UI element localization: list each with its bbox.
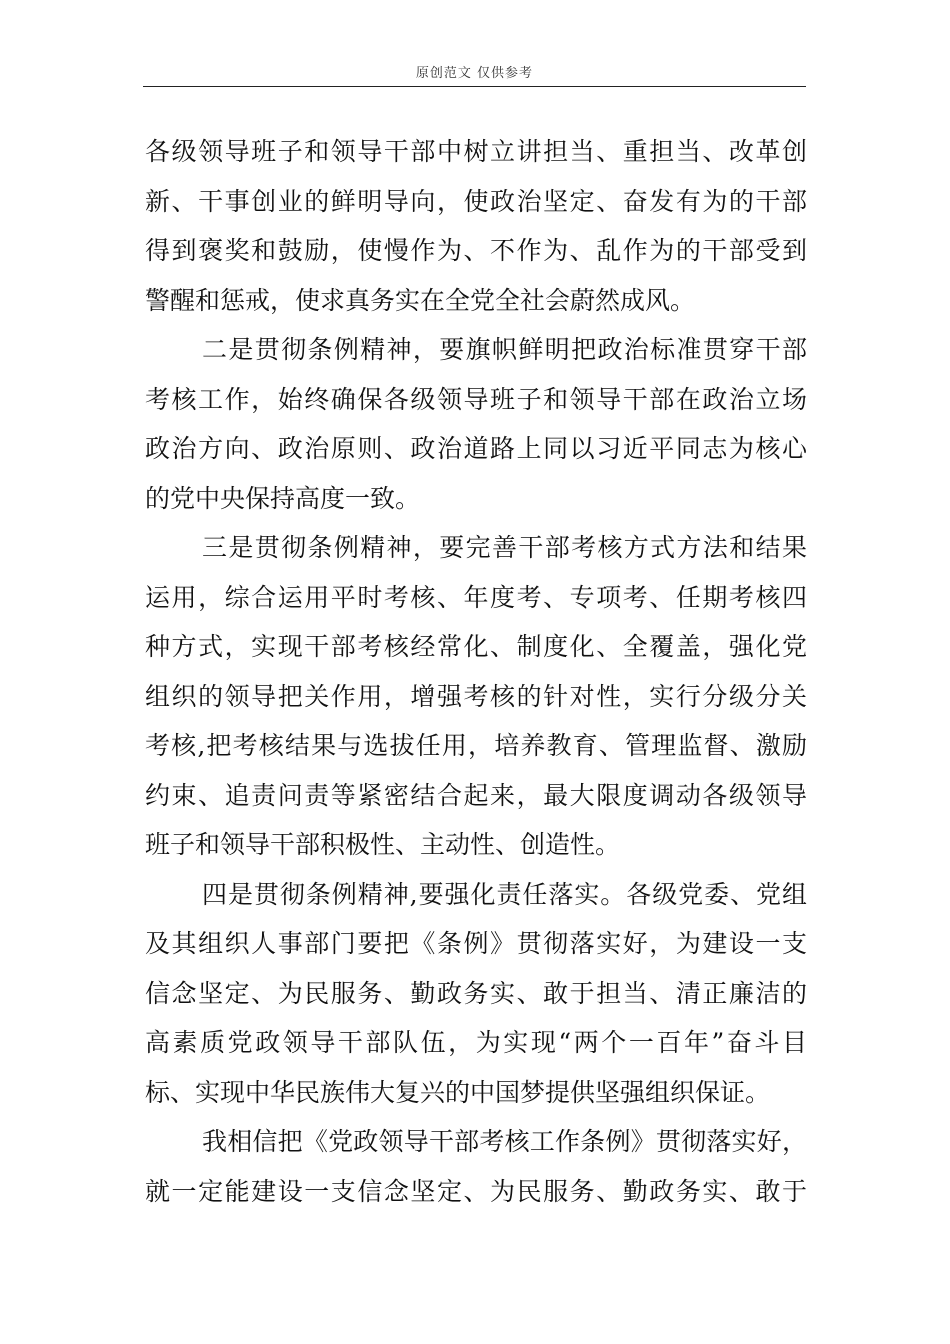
text-line: 警醒和惩戒，使求真务实在全党全社会蔚然成风。 bbox=[145, 285, 696, 315]
text-line: 组织的领导把关作用，增强考核的针对性，实行分级分关 bbox=[145, 681, 807, 711]
text-line: 种方式，实现干部考核经常化、制度化、全覆盖，强化党 bbox=[145, 632, 807, 661]
text-line: 班子和领导干部积极性、主动性、创造性。 bbox=[145, 830, 621, 859]
text-line: 考核,把考核结果与选拔任用，培养教育、管理监督、激励 bbox=[145, 731, 807, 760]
text-line: 新、干事创业的鲜明导向，使政治坚定、奋发有为的干部 bbox=[145, 186, 807, 216]
document-body bbox=[145, 127, 807, 1216]
paragraph-start-line: 二是贯彻条例精神，要旗帜鲜明把政治标准贯穿干部 bbox=[202, 335, 807, 364]
text-line: 标、实现中华民族伟大复兴的中国梦提供坚强组织保证。 bbox=[145, 1077, 771, 1107]
text-line: 得到褒奖和鼓励，使慢作为、不作为、乱作为的干部受到 bbox=[145, 236, 807, 265]
text-line: 就一定能建设一支信念坚定、为民服务、勤政务实、敢于 bbox=[145, 1176, 807, 1206]
text-line: 考核工作，始终确保各级领导班子和领导干部在政治立场 bbox=[145, 384, 807, 414]
paragraph-start-line: 三是贯彻条例精神，要完善干部考核方式方法和结果 bbox=[202, 533, 807, 562]
text-line: 政治方向、政治原则、政治道路上同以习近平同志为核心 bbox=[145, 434, 807, 463]
text-line: 约束、追责问责等紧密结合起来，最大限度调动各级领导 bbox=[145, 780, 807, 810]
header-text: 原创范文 仅供参考 bbox=[415, 66, 534, 81]
text-line: 的党中央保持高度一致。 bbox=[145, 483, 421, 513]
page-header bbox=[143, 62, 806, 87]
text-line: 高素质党政领导干部队伍，为实现“两个一百年”奋斗目 bbox=[145, 1028, 807, 1057]
paragraph-start-line: 我相信把《党政领导干部考核工作条例》贯彻落实好， bbox=[202, 1127, 807, 1156]
text-line: 及其组织人事部门要把《条例》贯彻落实好，为建设一支 bbox=[145, 929, 807, 958]
text-line: 运用，综合运用平时考核、年度考、专项考、任期考核四 bbox=[145, 582, 807, 612]
text-line: 各级领导班子和领导干部中树立讲担当、重担当、改革创 bbox=[145, 137, 807, 166]
text-line: 信念坚定、为民服务、勤政务实、敢于担当、清正廉洁的 bbox=[145, 978, 807, 1008]
paragraph-start-line: 四是贯彻条例精神,要强化责任落实。各级党委、党组 bbox=[202, 879, 807, 909]
